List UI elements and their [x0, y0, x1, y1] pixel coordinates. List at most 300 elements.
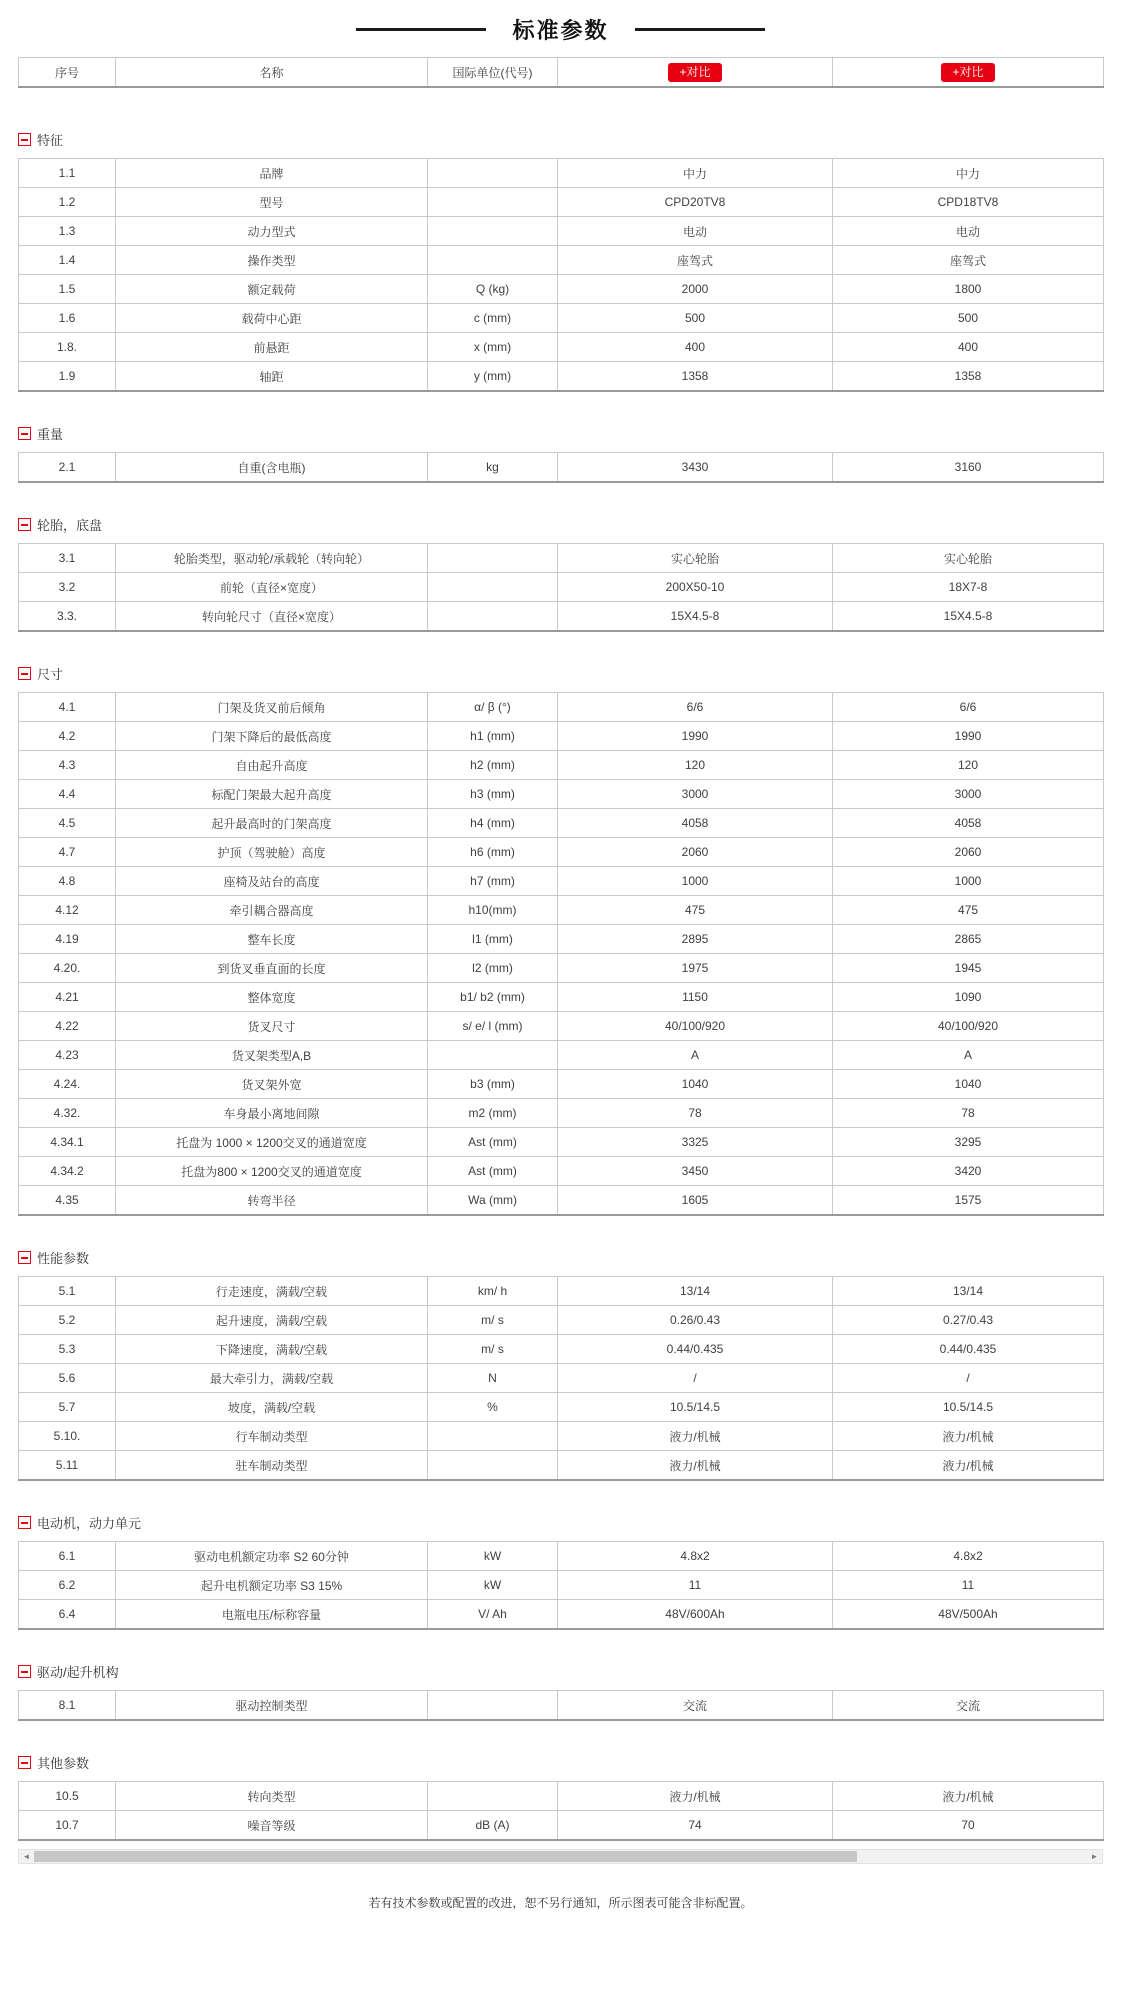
row-value-model1: 13/14 [558, 1277, 833, 1306]
collapse-minus-icon[interactable] [18, 133, 31, 146]
row-value-model2: 3420 [833, 1157, 1104, 1186]
row-index: 4.20. [19, 954, 116, 983]
row-value-model2: 2865 [833, 925, 1104, 954]
row-value-model1: 11 [558, 1571, 833, 1600]
row-value-model2: 500 [833, 304, 1104, 333]
row-value-model2: 4058 [833, 809, 1104, 838]
row-unit: dB (A) [428, 1811, 558, 1841]
row-name: 前悬距 [116, 333, 428, 362]
table-row [19, 246, 1104, 275]
section-header [18, 1248, 1103, 1267]
row-name: 货叉架类型A,B [116, 1041, 428, 1070]
row-name: 动力型式 [116, 217, 428, 246]
spec-section [18, 515, 1103, 632]
table-row [19, 1451, 1104, 1481]
compare-button-model2[interactable]: +对比 [941, 63, 994, 82]
row-value-model1: / [558, 1364, 833, 1393]
spec-section [18, 664, 1103, 1216]
row-index: 6.1 [19, 1542, 116, 1571]
section-table [18, 452, 1104, 483]
table-row [19, 838, 1104, 867]
table-row [19, 954, 1104, 983]
row-name: 门架下降后的最低高度 [116, 722, 428, 751]
section-header [18, 664, 1103, 683]
section-table [18, 1541, 1104, 1630]
row-value-model2: 475 [833, 896, 1104, 925]
row-value-model2: 70 [833, 1811, 1104, 1841]
row-value-model2: 液力/机械 [833, 1782, 1104, 1811]
header-cell-compare-2 [833, 58, 1104, 88]
row-name: 标配门架最大起升高度 [116, 780, 428, 809]
row-unit [428, 217, 558, 246]
row-name: 托盘为 1000 × 1200交叉的通道宽度 [116, 1128, 428, 1157]
row-value-model1: A [558, 1041, 833, 1070]
section-title: 其他参数 [37, 1756, 90, 1771]
table-row [19, 1012, 1104, 1041]
row-index: 10.7 [19, 1811, 116, 1841]
row-index: 5.7 [19, 1393, 116, 1422]
row-unit: c (mm) [428, 304, 558, 333]
row-value-model2: 13/14 [833, 1277, 1104, 1306]
collapse-minus-icon[interactable] [18, 518, 31, 531]
row-name: 整体宽度 [116, 983, 428, 1012]
table-row [19, 159, 1104, 188]
table-row [19, 1041, 1104, 1070]
page-title: 标准参数 [512, 18, 609, 43]
row-value-model2: 1358 [833, 362, 1104, 392]
row-index: 5.2 [19, 1306, 116, 1335]
row-value-model1: 液力/机械 [558, 1782, 833, 1811]
row-value-model2: 座驾式 [833, 246, 1104, 275]
row-unit: km/ h [428, 1277, 558, 1306]
table-row [19, 362, 1104, 392]
row-name: 坡度，满载/空载 [116, 1393, 428, 1422]
section-table [18, 1276, 1104, 1481]
row-unit [428, 573, 558, 602]
row-name: 转向轮尺寸（直径×宽度） [116, 602, 428, 632]
row-index: 3.3. [19, 602, 116, 632]
section-table [18, 543, 1104, 632]
table-row [19, 809, 1104, 838]
row-value-model1: 200X50-10 [558, 573, 833, 602]
spec-page [18, 0, 1103, 1911]
row-unit: h2 (mm) [428, 751, 558, 780]
row-value-model2: 3000 [833, 780, 1104, 809]
row-unit: m/ s [428, 1335, 558, 1364]
row-value-model1: 1975 [558, 954, 833, 983]
collapse-minus-icon[interactable] [18, 427, 31, 440]
table-row [19, 1306, 1104, 1335]
row-unit: kW [428, 1571, 558, 1600]
row-value-model2: 1090 [833, 983, 1104, 1012]
row-index: 4.22 [19, 1012, 116, 1041]
table-row [19, 1277, 1104, 1306]
row-value-model1: 座驾式 [558, 246, 833, 275]
row-unit: b1/ b2 (mm) [428, 983, 558, 1012]
row-value-model2: / [833, 1364, 1104, 1393]
section-header [18, 1513, 1103, 1532]
row-value-model2: 实心轮胎 [833, 544, 1104, 573]
row-name: 行车制动类型 [116, 1422, 428, 1451]
row-value-model2: 10.5/14.5 [833, 1393, 1104, 1422]
row-index: 1.2 [19, 188, 116, 217]
row-unit [428, 1041, 558, 1070]
section-title: 驱动/起升机构 [37, 1665, 119, 1680]
row-unit: Ast (mm) [428, 1157, 558, 1186]
table-row [19, 1542, 1104, 1571]
row-value-model2: 1040 [833, 1070, 1104, 1099]
row-index: 4.35 [19, 1186, 116, 1216]
row-value-model1: 48V/600Ah [558, 1600, 833, 1630]
section-title: 轮胎，底盘 [37, 518, 103, 533]
row-name: 驱动控制类型 [116, 1691, 428, 1721]
row-unit: m/ s [428, 1306, 558, 1335]
table-row [19, 722, 1104, 751]
row-name: 最大牵引力，满载/空载 [116, 1364, 428, 1393]
page-title-row [18, 0, 1103, 45]
row-index: 4.5 [19, 809, 116, 838]
row-value-model2: 1000 [833, 867, 1104, 896]
row-unit [428, 544, 558, 573]
row-value-model2: 液力/机械 [833, 1422, 1104, 1451]
row-value-model2: 1990 [833, 722, 1104, 751]
spec-section [18, 130, 1103, 392]
row-unit: Ast (mm) [428, 1128, 558, 1157]
table-row [19, 1422, 1104, 1451]
row-unit: N [428, 1364, 558, 1393]
collapse-minus-icon[interactable] [18, 667, 31, 680]
table-row [19, 217, 1104, 246]
row-name: 起升速度，满载/空载 [116, 1306, 428, 1335]
row-value-model2: 0.44/0.435 [833, 1335, 1104, 1364]
row-unit: h6 (mm) [428, 838, 558, 867]
header-cell-name: 名称 [116, 58, 428, 88]
row-index: 6.2 [19, 1571, 116, 1600]
row-name: 自由起升高度 [116, 751, 428, 780]
row-value-model1: 3450 [558, 1157, 833, 1186]
row-unit [428, 188, 558, 217]
row-index: 1.1 [19, 159, 116, 188]
compare-button-model1[interactable]: +对比 [668, 63, 721, 82]
row-index: 2.1 [19, 453, 116, 483]
row-value-model1: 74 [558, 1811, 833, 1841]
row-index: 1.6 [19, 304, 116, 333]
row-index: 10.5 [19, 1782, 116, 1811]
row-unit: h10(mm) [428, 896, 558, 925]
header-row [19, 58, 1104, 88]
row-name: 驱动电机额定功率 S2 60分钟 [116, 1542, 428, 1571]
row-value-model2: 1945 [833, 954, 1104, 983]
table-row [19, 602, 1104, 632]
row-index: 1.9 [19, 362, 116, 392]
row-value-model2: 18X7-8 [833, 573, 1104, 602]
row-name: 轴距 [116, 362, 428, 392]
table-row [19, 1600, 1104, 1630]
table-row [19, 1128, 1104, 1157]
table-row [19, 1364, 1104, 1393]
row-value-model1: 3000 [558, 780, 833, 809]
row-value-model2: 液力/机械 [833, 1451, 1104, 1481]
row-value-model1: 交流 [558, 1691, 833, 1721]
row-value-model1: 1000 [558, 867, 833, 896]
row-name: 载荷中心距 [116, 304, 428, 333]
row-value-model1: 1040 [558, 1070, 833, 1099]
table-row [19, 573, 1104, 602]
table-row [19, 1691, 1104, 1721]
row-value-model1: 0.26/0.43 [558, 1306, 833, 1335]
row-value-model2: 11 [833, 1571, 1104, 1600]
row-name: 驻车制动类型 [116, 1451, 428, 1481]
row-name: 托盘为800 × 1200交叉的通道宽度 [116, 1157, 428, 1186]
row-index: 1.4 [19, 246, 116, 275]
row-unit: l2 (mm) [428, 954, 558, 983]
section-header [18, 515, 1103, 534]
row-name: 噪音等级 [116, 1811, 428, 1841]
row-value-model1: 400 [558, 333, 833, 362]
row-value-model1: 液力/机械 [558, 1422, 833, 1451]
row-value-model1: 475 [558, 896, 833, 925]
row-name: 品牌 [116, 159, 428, 188]
row-index: 4.21 [19, 983, 116, 1012]
row-index: 4.34.1 [19, 1128, 116, 1157]
spec-section [18, 1248, 1103, 1481]
row-value-model1: 中力 [558, 159, 833, 188]
spec-section [18, 424, 1103, 483]
row-name: 牵引耦合器高度 [116, 896, 428, 925]
row-value-model2: 48V/500Ah [833, 1600, 1104, 1630]
row-value-model2: 0.27/0.43 [833, 1306, 1104, 1335]
row-unit [428, 1782, 558, 1811]
row-index: 4.32. [19, 1099, 116, 1128]
section-title: 性能参数 [37, 1251, 90, 1266]
row-value-model1: 6/6 [558, 693, 833, 722]
row-index: 4.3 [19, 751, 116, 780]
row-value-model1: 120 [558, 751, 833, 780]
scroll-left-arrow-icon[interactable]: ◄ [22, 1852, 31, 1861]
section-table [18, 1781, 1104, 1841]
collapse-minus-icon[interactable] [18, 1516, 31, 1529]
table-row [19, 1393, 1104, 1422]
row-unit: h1 (mm) [428, 722, 558, 751]
row-value-model2: 3295 [833, 1128, 1104, 1157]
spec-section [18, 1662, 1103, 1721]
row-value-model2: 40/100/920 [833, 1012, 1104, 1041]
row-value-model2: 2060 [833, 838, 1104, 867]
row-value-model2: 78 [833, 1099, 1104, 1128]
row-index: 1.5 [19, 275, 116, 304]
table-row [19, 188, 1104, 217]
row-unit: % [428, 1393, 558, 1422]
spec-section [18, 1513, 1103, 1630]
table-row [19, 453, 1104, 483]
row-index: 4.2 [19, 722, 116, 751]
table-row [19, 1335, 1104, 1364]
section-title: 电动机，动力单元 [37, 1516, 142, 1531]
footer-note: 若有技术参数或配置的改进，恕不另行通知，所示图表可能含非标配置。 [368, 1896, 753, 1910]
table-row [19, 1811, 1104, 1841]
row-index: 4.7 [19, 838, 116, 867]
row-index: 1.8. [19, 333, 116, 362]
row-name: 到货叉垂直面的长度 [116, 954, 428, 983]
row-unit [428, 1451, 558, 1481]
row-name: 转向类型 [116, 1782, 428, 1811]
row-index: 5.10. [19, 1422, 116, 1451]
row-value-model1: 15X4.5-8 [558, 602, 833, 632]
row-value-model1: 500 [558, 304, 833, 333]
table-row [19, 925, 1104, 954]
row-value-model1: 0.44/0.435 [558, 1335, 833, 1364]
scrollbar-thumb[interactable] [34, 1851, 857, 1862]
row-index: 3.1 [19, 544, 116, 573]
row-value-model2: 1575 [833, 1186, 1104, 1216]
row-value-model1: 1990 [558, 722, 833, 751]
row-value-model2: A [833, 1041, 1104, 1070]
row-value-model1: 2000 [558, 275, 833, 304]
table-row [19, 544, 1104, 573]
table-row [19, 1070, 1104, 1099]
row-name: 型号 [116, 188, 428, 217]
row-value-model1: 4.8x2 [558, 1542, 833, 1571]
table-row [19, 896, 1104, 925]
row-value-model1: 10.5/14.5 [558, 1393, 833, 1422]
table-row [19, 1157, 1104, 1186]
row-name: 车身最小离地间隙 [116, 1099, 428, 1128]
row-unit: kg [428, 453, 558, 483]
row-index: 4.8 [19, 867, 116, 896]
row-value-model1: 3430 [558, 453, 833, 483]
row-name: 轮胎类型，驱动轮/承载轮（转向轮） [116, 544, 428, 573]
table-row [19, 693, 1104, 722]
row-unit [428, 1422, 558, 1451]
row-unit: x (mm) [428, 333, 558, 362]
row-value-model2: 400 [833, 333, 1104, 362]
title-rule-right [635, 28, 765, 31]
table-row [19, 780, 1104, 809]
section-table [18, 158, 1104, 392]
row-value-model2: 中力 [833, 159, 1104, 188]
header-cell-compare-1 [558, 58, 833, 88]
spec-table-header [18, 57, 1104, 88]
row-value-model1: 1605 [558, 1186, 833, 1216]
table-row [19, 983, 1104, 1012]
section-table [18, 692, 1104, 1216]
row-name: 行走速度，满载/空载 [116, 1277, 428, 1306]
table-row [19, 867, 1104, 896]
table-row [19, 1099, 1104, 1128]
row-value-model1: 1358 [558, 362, 833, 392]
row-unit: V/ Ah [428, 1600, 558, 1630]
row-value-model1: 2060 [558, 838, 833, 867]
table-row [19, 751, 1104, 780]
section-header [18, 1753, 1103, 1772]
header-cell-index: 序号 [19, 58, 116, 88]
section-title: 尺寸 [37, 667, 64, 682]
row-unit: b3 (mm) [428, 1070, 558, 1099]
spec-section [18, 1753, 1103, 1841]
row-value-model1: 4058 [558, 809, 833, 838]
row-name: 电瓶电压/标称容量 [116, 1600, 428, 1630]
row-index: 5.1 [19, 1277, 116, 1306]
row-value-model1: 1150 [558, 983, 833, 1012]
table-row [19, 333, 1104, 362]
sections-container [18, 130, 1103, 1841]
row-value-model2: 3160 [833, 453, 1104, 483]
row-index: 5.3 [19, 1335, 116, 1364]
row-index: 4.23 [19, 1041, 116, 1070]
row-index: 4.24. [19, 1070, 116, 1099]
collapse-minus-icon[interactable] [18, 1251, 31, 1264]
table-row [19, 304, 1104, 333]
row-value-model2: 交流 [833, 1691, 1104, 1721]
row-index: 1.3 [19, 217, 116, 246]
section-header [18, 424, 1103, 443]
row-unit: h7 (mm) [428, 867, 558, 896]
horizontal-scrollbar[interactable] [18, 1849, 1103, 1864]
row-name: 自重(含电瓶) [116, 453, 428, 483]
row-value-model1: 3325 [558, 1128, 833, 1157]
row-index: 6.4 [19, 1600, 116, 1630]
row-name: 整车长度 [116, 925, 428, 954]
row-value-model1: 实心轮胎 [558, 544, 833, 573]
collapse-minus-icon[interactable] [18, 1756, 31, 1769]
row-value-model2: CPD18TV8 [833, 188, 1104, 217]
row-index: 4.4 [19, 780, 116, 809]
table-row [19, 1782, 1104, 1811]
scroll-right-arrow-icon[interactable]: ► [1090, 1852, 1099, 1861]
row-index: 8.1 [19, 1691, 116, 1721]
row-value-model2: 120 [833, 751, 1104, 780]
row-unit: y (mm) [428, 362, 558, 392]
title-rule-left [356, 28, 486, 31]
row-unit: m2 (mm) [428, 1099, 558, 1128]
row-index: 4.34.2 [19, 1157, 116, 1186]
row-value-model2: 6/6 [833, 693, 1104, 722]
table-row [19, 1186, 1104, 1216]
row-index: 5.6 [19, 1364, 116, 1393]
row-name: 货叉架外宽 [116, 1070, 428, 1099]
row-value-model2: 1800 [833, 275, 1104, 304]
row-value-model1: 电动 [558, 217, 833, 246]
row-unit: kW [428, 1542, 558, 1571]
row-unit [428, 602, 558, 632]
row-unit: h3 (mm) [428, 780, 558, 809]
row-value-model2: 4.8x2 [833, 1542, 1104, 1571]
row-index: 3.2 [19, 573, 116, 602]
row-name: 额定载荷 [116, 275, 428, 304]
row-index: 4.1 [19, 693, 116, 722]
row-name: 货叉尺寸 [116, 1012, 428, 1041]
row-unit [428, 1691, 558, 1721]
row-unit [428, 246, 558, 275]
section-title: 特征 [37, 133, 64, 148]
row-name: 操作类型 [116, 246, 428, 275]
row-name: 座椅及站台的高度 [116, 867, 428, 896]
row-name: 下降速度，满载/空载 [116, 1335, 428, 1364]
row-unit: l1 (mm) [428, 925, 558, 954]
section-header [18, 130, 1103, 149]
section-header [18, 1662, 1103, 1681]
table-row [19, 275, 1104, 304]
row-unit [428, 159, 558, 188]
row-name: 起升电机额定功率 S3 15% [116, 1571, 428, 1600]
row-unit: Q (kg) [428, 275, 558, 304]
row-value-model1: 78 [558, 1099, 833, 1128]
section-title: 重量 [37, 427, 64, 442]
row-value-model1: CPD20TV8 [558, 188, 833, 217]
row-name: 转弯半径 [116, 1186, 428, 1216]
row-index: 4.19 [19, 925, 116, 954]
collapse-minus-icon[interactable] [18, 1665, 31, 1678]
